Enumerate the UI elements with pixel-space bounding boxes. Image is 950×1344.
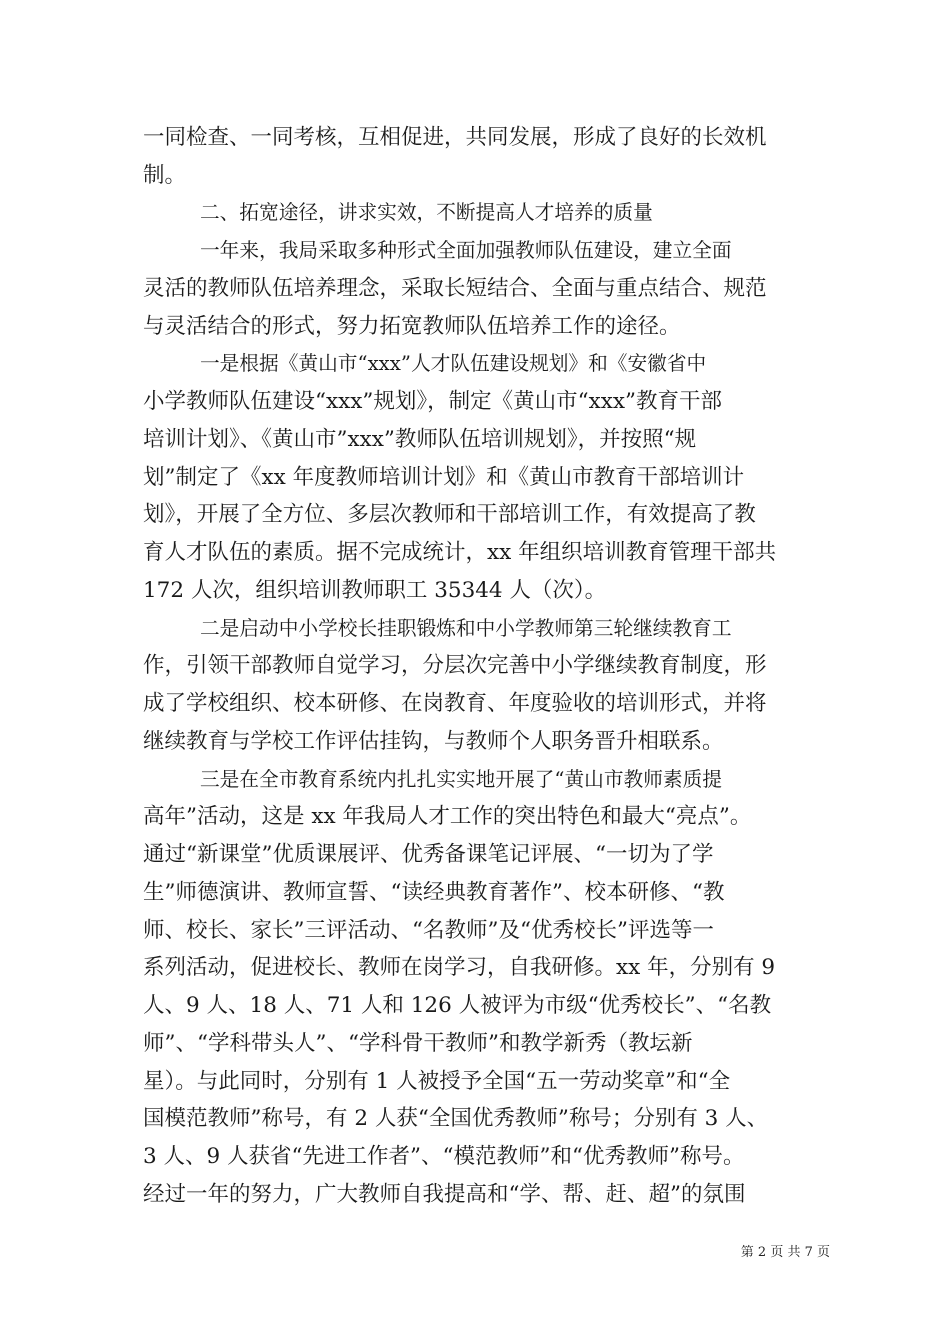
text-line: 成了学校组织、校本研修、在岗教育、年度验收的培训形式，并将	[143, 691, 767, 716]
text-line: 继续教育与学校工作评估挂钩，与教师个人职务晋升相联系。	[143, 729, 724, 754]
text-line: 作，引领干部教师自觉学习，分层次完善中小学继续教育制度，形	[143, 653, 767, 678]
text-line: 星）。与此同时，分别有 1 人被授予全国“五一劳动奖章”和“全	[143, 1069, 731, 1094]
text-line: 通过“新课堂”优质课展评、优秀备课笔记评展、“一切为了学	[143, 842, 714, 867]
text-line: 3 人、9 人获省“先进工作者”、“模范教师”和“优秀教师”称号。	[143, 1144, 745, 1169]
text-line: 制。	[143, 163, 187, 188]
text-line: 育人才队伍的素质。据不完成统计，xx 年组织培训教育管理干部共	[143, 540, 777, 565]
text-line: 经过一年的努力，广大教师自我提高和“学、帮、赶、超”的氛围	[143, 1182, 746, 1207]
text-line: 系列活动，促进校长、教师在岗学习，自我研修。xx 年，分别有 9	[143, 955, 776, 980]
text-line: 小学教师队伍建设“xxx”规划》，制定《黄山市“xxx”教育干部	[143, 389, 722, 414]
text-line: 划》，开展了全方位、多层次教师和干部培训工作，有效提高了教	[143, 502, 756, 527]
text-line: 二是启动中小学校长挂职锻炼和中小学教师第三轮继续教育工	[200, 617, 732, 640]
section-heading: 二、拓宽途径，讲求实效，不断提高人才培养的质量	[200, 201, 653, 224]
text-line: 高年”活动，这是 xx 年我局人才工作的突出特色和最大“亮点”。	[143, 804, 752, 829]
text-line: 培训计划》、《黄山市”xxx”教师队伍培训规划》，并按照“规	[143, 427, 697, 452]
text-line: 172 人次，组织培训教师职工 35344 人（次）。	[143, 578, 607, 603]
text-line: 国模范教师”称号，有 2 人获“全国优秀教师”称号；分别有 3 人、	[143, 1106, 769, 1131]
text-line: 一是根据《黄山市“xxx”人才队伍建设规划》和《安徽省中	[200, 352, 707, 375]
text-line: 人、9 人、18 人、71 人和 126 人被评为市级“优秀校长”、“名教	[143, 993, 772, 1018]
text-line: 灵活的教师队伍培养理念，采取长短结合、全面与重点结合、规范	[143, 276, 767, 301]
text-line: 生”师德演讲、教师宣誓、“读经典教育著作”、校本研修、“教	[143, 880, 725, 905]
text-line: 与灵活结合的形式，努力拓宽教师队伍培养工作的途径。	[143, 314, 681, 339]
text-line: 一同检查、一同考核，互相促进，共同发展，形成了良好的长效机	[143, 125, 767, 150]
page-number: 第 2 页 共 7 页	[740, 1245, 830, 1260]
text-line: 三是在全市教育系统内扎扎实实地开展了“黄山市教师素质提	[200, 768, 722, 791]
text-line: 师”、“学科带头人”、“学科骨干教师”和教学新秀（教坛新	[143, 1031, 693, 1056]
text-line: 师、校长、家长”三评活动、“名教师”及“优秀校长”评选等一	[143, 918, 714, 943]
text-line: 划”制定了《xx 年度教师培训计划》和《黄山市教育干部培训计	[143, 465, 745, 490]
text-line: 一年来，我局采取多种形式全面加强教师队伍建设，建立全面	[200, 239, 732, 262]
